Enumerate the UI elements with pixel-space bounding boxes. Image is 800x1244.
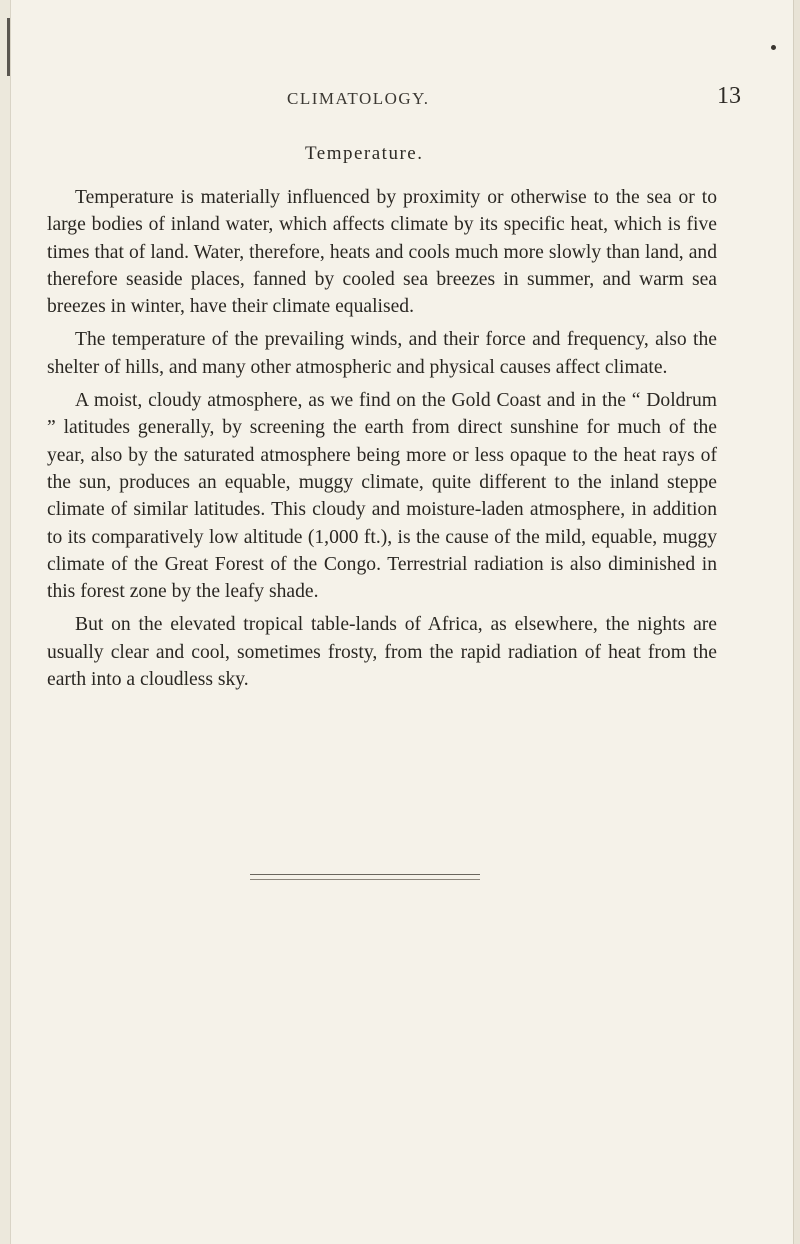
page-right-edge	[793, 0, 800, 1244]
paragraph-1: Temperature is materially influenced by proximity or otherwise to the sea or to large bodies of inland water, which affects climate by its specific heat, which is five times that of land. Water, therefore, heats and cools much more slowly than land, and therefore seaside places, fanned by cooled sea breezes in summer, and warm sea breezes in winter, have their climate equalised.	[47, 187, 717, 318]
section-title: Temperature.	[305, 143, 424, 164]
binding-mark	[7, 18, 10, 76]
running-head: CLIMATOLOGY.	[287, 89, 430, 108]
page-number: 13	[717, 83, 741, 109]
body-text	[47, 184, 717, 699]
ink-dot	[771, 45, 776, 50]
paragraph-2: The temperature of the prevailing winds, and their force and frequency, also the shelter of hills, and many other atmospheric and physical causes affect climate.	[47, 329, 717, 378]
end-rule-top	[250, 874, 480, 875]
page-left-edge	[0, 0, 11, 1244]
end-rule-bottom	[250, 879, 480, 880]
paragraph-4: But on the elevated tropical table-lands of Africa, as elsewhere, the nights are usually clear and cool, sometimes frosty, from the rapid radiation of heat from the earth into a cloudless sky.	[47, 614, 717, 691]
paragraph-3: A moist, cloudy atmosphere, as we find on the Gold Coast and in the “ Doldrum ” latitudes generally, by screening the earth from direct sunshine for much of the year, also by the saturated atmosphere being more or less opaque to the heat rays of the sun, produces an equable, muggy climate, quite different to the inland steppe climate of similar latitudes. This cloudy and moisture-laden atmosphere, in addition to its comparatively low altitude (1,000 ft.), is the cause of the mild, equable, muggy climate of the Great Forest of the Congo. Terrestrial radiation is also diminished in this forest zone by the leafy shade.	[47, 390, 717, 603]
